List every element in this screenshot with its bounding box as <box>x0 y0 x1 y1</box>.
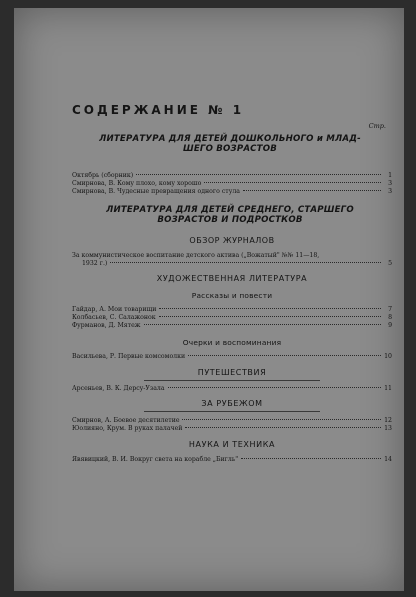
dot-leader <box>159 316 381 317</box>
document-page <box>14 8 404 591</box>
toc-entry-title: Смирнов, А. Боевое десятилетие <box>72 417 180 424</box>
fiction-heading: ХУДОЖЕСТВЕННАЯ ЛИТЕРАТУРА <box>156 274 308 283</box>
page-column-label: Стр. <box>368 122 386 130</box>
toc-entry-page: 10 <box>384 353 392 360</box>
toc-entry-title: Фурманов, Д. Мятеж <box>72 322 141 330</box>
stories-list <box>72 306 392 331</box>
toc-entry-title: Арсеньев, В. К. Дерсу-Узала <box>72 385 165 392</box>
toc-entry-continuation <box>72 260 392 268</box>
essays-list <box>72 353 392 361</box>
toc-entry-title: Смирнова, В. Кому плохо, кому хорошо <box>72 180 202 188</box>
toc-entry <box>72 353 392 361</box>
preschool-list <box>72 172 392 197</box>
toc-entry-title: За коммунистическое воспитание детского актива („Вожатый" №№ 11—18, <box>72 252 320 259</box>
toc-entry <box>72 456 392 464</box>
essays-heading: Очерки и воспоминания <box>182 338 282 347</box>
dot-leader <box>182 419 381 420</box>
toc-entry-page: 3 <box>388 188 392 196</box>
stories-subheading: Рассказы и повести <box>191 291 273 300</box>
toc-entry-page: 14 <box>384 456 392 463</box>
dot-leader <box>110 262 381 263</box>
toc-entry-title: Юолиянo, Крум. В руках палачей <box>72 425 183 433</box>
abroad-list <box>72 417 392 433</box>
toc-entry-page: 5 <box>388 260 392 268</box>
section-heading-line: ЛИТЕРАТУРА ДЛЯ ДЕТЕЙ ДОШКОЛЬНОГО и МЛАД- <box>99 134 361 144</box>
toc-entry-title: Явявицкий, В. И. Вокруг света на корабле „Бигль" <box>72 456 239 463</box>
toc-entry-page: 12 <box>384 417 392 424</box>
journals-list <box>72 252 392 268</box>
dot-leader <box>185 427 381 428</box>
toc-entry <box>72 322 392 330</box>
dot-leader <box>188 355 381 356</box>
toc-entry-title: Колбасьев, С. Салажонок <box>72 314 156 322</box>
abroad-heading: ЗА РУБЕЖОМ <box>201 399 263 408</box>
dot-leader <box>241 458 381 459</box>
section-heading-line: ВОЗРАСТОВ И ПОДРОСТКОВ <box>157 214 303 225</box>
toc-entry-page: 11 <box>384 385 392 392</box>
dot-leader <box>159 308 381 309</box>
science-list <box>72 456 392 464</box>
toc-entry <box>72 425 392 433</box>
bleed-through-shadow <box>110 61 311 94</box>
toc-entry <box>72 172 392 180</box>
toc-entry-page: 3 <box>388 180 392 188</box>
toc-entry <box>72 180 392 188</box>
toc-entry <box>72 314 392 322</box>
dot-leader <box>136 174 381 175</box>
science-heading: НАУКА И ТЕХНИКА <box>188 440 276 449</box>
travel-divider <box>144 380 320 381</box>
toc-entry-title-cont: 1932 г.) <box>82 260 108 268</box>
toc-entry-page: 8 <box>388 314 392 322</box>
toc-entry <box>72 417 392 425</box>
dot-leader <box>204 182 381 183</box>
dot-leader <box>168 387 381 388</box>
toc-entry-title: Васильева, Р. Первые комсомолки <box>72 353 186 360</box>
section-heading-line: ШЕГО ВОЗРАСТОВ <box>183 143 277 154</box>
section-heading-line: ЛИТЕРАТУРА ДЛЯ ДЕТЕЙ СРЕДНЕГО, СТАРШЕГО <box>106 205 354 215</box>
toc-entry <box>72 306 392 314</box>
toc-entry-title: Смирнова, В. Чудесные превращения одного стула <box>72 188 240 196</box>
dot-leader <box>144 324 382 325</box>
travel-list <box>72 385 392 393</box>
section-heading-older <box>74 206 386 225</box>
abroad-divider <box>144 411 320 412</box>
toc-entry-title: Гайдар, А. Мои товарищи <box>72 306 157 313</box>
toc-entry <box>72 385 392 393</box>
travel-heading: ПУТЕШЕСТВИЯ <box>197 368 267 377</box>
toc-entry <box>72 188 392 196</box>
toc-entry <box>72 252 392 268</box>
contents-title: СОДЕРЖАНИЕ № 1 <box>72 103 245 117</box>
journals-heading: ОБЗОР ЖУРНАЛОВ <box>189 236 275 245</box>
toc-entry-page: 7 <box>388 306 392 313</box>
section-heading-preschool <box>74 135 386 154</box>
toc-entry-page: 1 <box>388 172 392 179</box>
toc-entry-page: 13 <box>384 425 392 433</box>
toc-entry-page: 9 <box>388 322 392 330</box>
dot-leader <box>243 190 381 191</box>
toc-entry-title: Октябрь (сборник) <box>72 172 134 179</box>
